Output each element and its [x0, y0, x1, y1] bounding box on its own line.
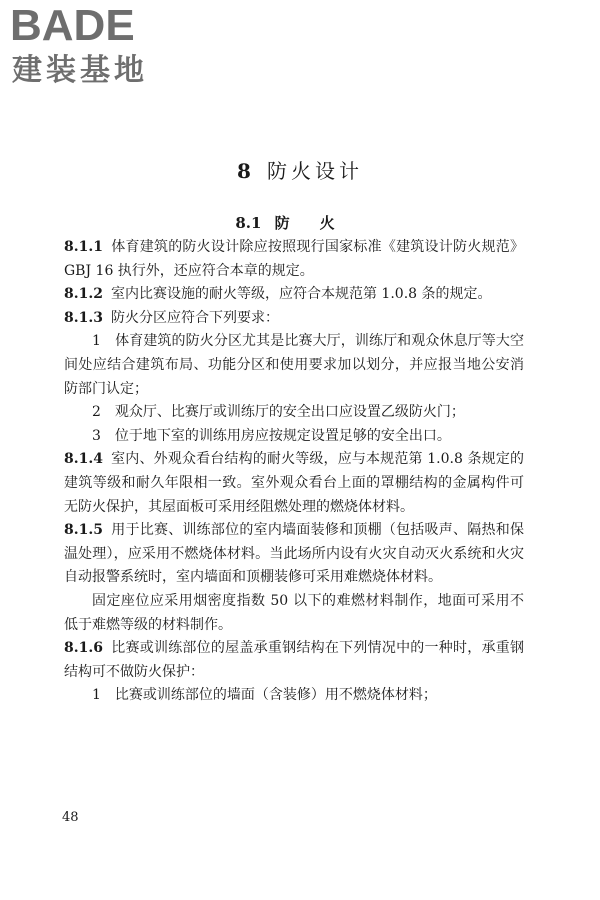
clause-8-1-1: 8.1.1 体育建筑的防火设计除应按照现行国家标准《建筑设计防火规范》GBJ 16 执行外，还应符合本章的规定。 [64, 239, 524, 279]
clause-8-1-6: 8.1.6 比赛或训练部位的屋盖承重钢结构在下列情况中的一种时，承重钢结构可不做防火保护： [64, 640, 524, 680]
bade-logo [8, 2, 178, 88]
clause-8-1-3-item-1: 1 体育建筑的防火分区尤其是比赛大厅，训练厅和观众休息厅等大空间处应结合建筑布局、功能分区和使用要求加以划分，并应报当地公安消防部门认定； [64, 333, 524, 397]
chapter-number: 8 [237, 159, 251, 183]
logo-subtitle: 建装基地 [12, 53, 148, 88]
page-number: 48 [62, 810, 79, 825]
clause-8-1-2: 8.1.2 室内比赛设施的耐火等级，应符合本规范第 1.0.8 条的规定。 [64, 286, 492, 303]
logo-brand: BADE [10, 2, 135, 50]
chapter-title: 防火设计 [266, 159, 363, 183]
document-body [64, 236, 524, 708]
clause-8-1-3: 8.1.3 防火分区应符合下列要求： [64, 309, 279, 326]
section-title: 防火 [274, 214, 365, 232]
section-number: 8.1 [235, 214, 262, 232]
clause-8-1-6-item-1: 1 比赛或训练部位的墙面（含装修）用不燃烧体材料； [92, 687, 437, 704]
section-heading [0, 212, 600, 233]
clause-8-1-4: 8.1.4 室内、外观众看台结构的耐火等级，应与本规范第 1.0.8 条规定的建筑等级和耐久年限相一致。室外观众看台上面的罩棚结构的金属构件可无防火保护，其屋面板可采用经阻燃处理的燃烧体材料。 [64, 451, 524, 515]
clause-8-1-3-item-2: 2 观众厅、比赛厅或训练厅的安全出口应设置乙级防火门； [92, 404, 465, 421]
clause-8-1-5-continued: 固定座位应采用烟密度指数 50 以下的难燃材料制作，地面可采用不低于难燃等级的材料制作。 [64, 592, 524, 633]
clause-8-1-5: 8.1.5 用于比赛、训练部位的室内墙面装修和顶棚（包括吸声、隔热和保温处理），应采用不燃烧体材料。当此场所内设有火灾自动灭火系统和火灾自动报警系统时，室内墙面和顶棚装修可采用难燃烧体材料。 [64, 522, 524, 586]
clause-8-1-3-item-3: 3 位于地下室的训练用房应按规定设置足够的安全出口。 [92, 427, 451, 444]
chapter-heading [0, 155, 600, 184]
